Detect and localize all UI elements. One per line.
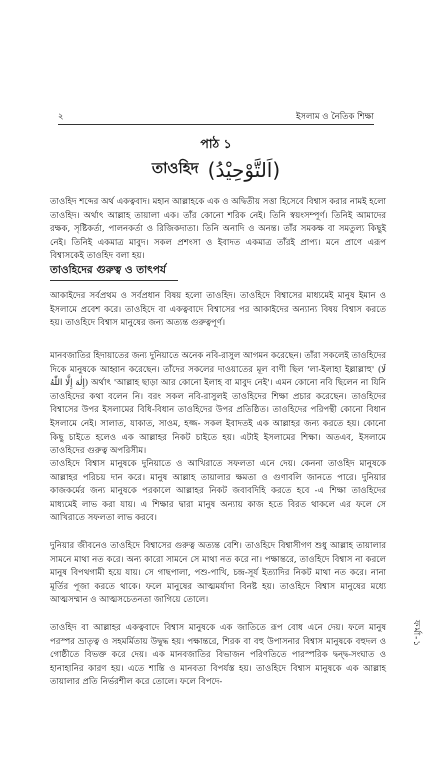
page-header (58, 110, 374, 124)
header-rule (58, 124, 374, 125)
section-heading-underline (50, 280, 178, 281)
kalima-arabic: (لَا إِلٰهَ إِلَّا اللّٰهُ) (50, 364, 387, 389)
section-heading: তাওহিদের গুরুত্ব ও তাৎপর্য (50, 264, 166, 276)
page-number: ২ (58, 112, 64, 122)
lesson-title-arabic: (اَلتَّوْحِيْدُ) (207, 157, 281, 182)
paragraph-prophets (50, 350, 386, 459)
paragraph-success: তাওহিদে বিশ্বাস মানুষকে দুনিয়াতে ও আখিরাতে সফলতা এনে দেয়। কেননা তাওহিদ মানুষকে আল্লাহর পরিচয় দান করে। মানুষ আল্লাহ তায়ালার ক্ষমতা ও গুণাবলি জানতে পারে। দুনিয়ার কাজকর্মের জন্য মানুষকে পরকালে আল্লাহর নিকট জবাবদিহি করতে হবে -এ শিক্ষা তাওহিদের মাধ্যমেই লাভ করা যায়। এ শিক্ষার দ্বারা মানুষ অন্যায় কাজ হতে বিরত থাকলে এর ফলে সে আখিরাতে সফলতা লাভ করবে। (50, 459, 386, 524)
paragraph-prophets-part2: অর্থাৎ 'আল্লাহ ছাড়া আর কোনো ইলাহ বা মাবুদ নেই'। এমন কোনো নবি ছিলেন না যিনি তাওহিদের কথা বলেন নি। বরং সকল নবি-রাসুলই তাওহিদের শিক্ষা প্রচার করেছেন। তাওহিদের বিশ্বাসের উপর ইসলামের বিধি-বিধান তাওহিদের উপর প্রতিষ্ঠিত। তাওহিদের পরিপন্থী কোনো বিধান ইসলামে নেই। সালাত, যাকাত, সাওম, হজ্জ- সকল ইবাদতই এক আল্লাহর জন্য করতে হয়। কোনো কিছু চাইতে হলেও এক আল্লাহর নিকট চাইতে হয়। এটাই ইসলামের শিক্ষা। অতএব, ইসলামে তাওহিদের গুরুত্ব অপরিসীম। (50, 378, 386, 457)
paragraph-prophets-part1: মানবজাতির হিদায়াতের জন্য দুনিয়াতে অনেক নবি-রাসুল আগমন করেছেন। তাঁরা সকলেই তাওহিদের দিকে মানুষকে আহ্বান করেছেন। তাঁদের সকলের দাওয়াতের মূল বাণী ছিল 'লা-ইলাহা ইল্লাল্লাহু' (50, 351, 386, 375)
lesson-title-bn: তাওহিদ (151, 159, 199, 177)
paragraph-dignity: দুনিয়ার জীবনেও তাওহিদে বিশ্বাসের গুরুত্ব অত্যন্ত বেশি। তাওহিদে বিশ্বাসীগণ শুধু আল্লাহ তায়ালার সামনে মাথা নত করে। অন্য কারো সামনে সে মাথা নত করে না। পক্ষান্তরে, তাওহিদে বিশ্বাস না করলে মানুষ বিপথগামী হয়ে যায়। সে গাছপালা, পশু-পাখি, চন্দ্র-সূর্য ইত্যাদির নিকট মাথা নত করে। নানা মূর্তির পূজা করতে থাকে। ফলে মানুষের আত্মমর্যাদা বিনষ্ট হয়। তাওহিদে বিশ্বাস মানুষের মধ্যে আত্মসম্মান ও আত্মসচেতনতা জাগিয়ে তোলে। (50, 541, 386, 606)
forma-label: ফর্মা-১ (411, 620, 421, 648)
lesson-title (0, 157, 432, 182)
lesson-label: পাঠ ১ (200, 136, 232, 151)
running-title: ইসলাম ও নৈতিক শিক্ষা (296, 112, 374, 122)
paragraph-importance-intro: আকাইদের সর্বপ্রথম ও সর্বপ্রধান বিষয় হলো তাওহিদ। তাওহিদে বিশ্বাসের মাধ্যমেই মানুষ ইমান ও ইসলামে প্রবেশ করে। তাওহিদে বা একত্ববাদে বিশ্বাসের পর আকাইদের অন্যান্য বিষয় বিশ্বাস করতে হয়। তাওহিদে বিশ্বাস মানুষের জন্য অত্যন্ত গুরুত্বপূর্ণ। (50, 291, 386, 329)
paragraph-unity: তাওহিদ বা আল্লাহর একত্ববাদে বিশ্বাস মানুষকে এক জাতিতে রূপ বোধ এনে দেয়। ফলে মানুষ পরস্পর ভ্রাতৃত্ব ও সহমর্মিতায় উদ্বুদ্ধ হয়। পক্ষান্তরে, শিরক বা বহু উপাসনার বিশ্বাস মানুষকে বহুদল ও গোষ্ঠীতে বিভক্ত করে দেয়। এক মানবজাতির বিভাজন পরিণতিতে পারস্পরিক দ্বন্দ্ব-সংঘাত ও হানাহানির কারণ হয়। এতে শান্তি ও মানবতা বিপর্যস্ত হয়। তাওহিদে বিশ্বাস মানুষকে এক আল্লাহ তায়ালার প্রতি নির্ভরশীল করে তোলে। ফলে বিপদে- (50, 623, 386, 688)
paragraph-definition: তাওহিদ শব্দের অর্থ একত্ববাদ। মহান আল্লাহকে এক ও অদ্বিতীয় সত্তা হিসেবে বিশ্বাস করার নামই হলো তাওহিদ। অর্থাৎ আল্লাহ তায়ালা এক। তাঁর কোনো শরিক নেই। তিনি স্বয়ংসম্পূর্ণ। তিনিই আমাদের রক্ষক, সৃষ্টিকর্তা, পালনকর্তা ও রিজিকদাতা। তিনি অনাদি ও অনন্ত। তাঁর সমকক্ষ বা সমতুল্য কিছুই নেই। তিনিই একমাত্র মাবুদ। সকল প্রশংসা ও ইবাদত একমাত্র তাঁরই প্রাপ্য। মনে প্রাণে এরূপ বিশ্বাসকেই তাওহিদ বলা হয়। (50, 197, 386, 262)
